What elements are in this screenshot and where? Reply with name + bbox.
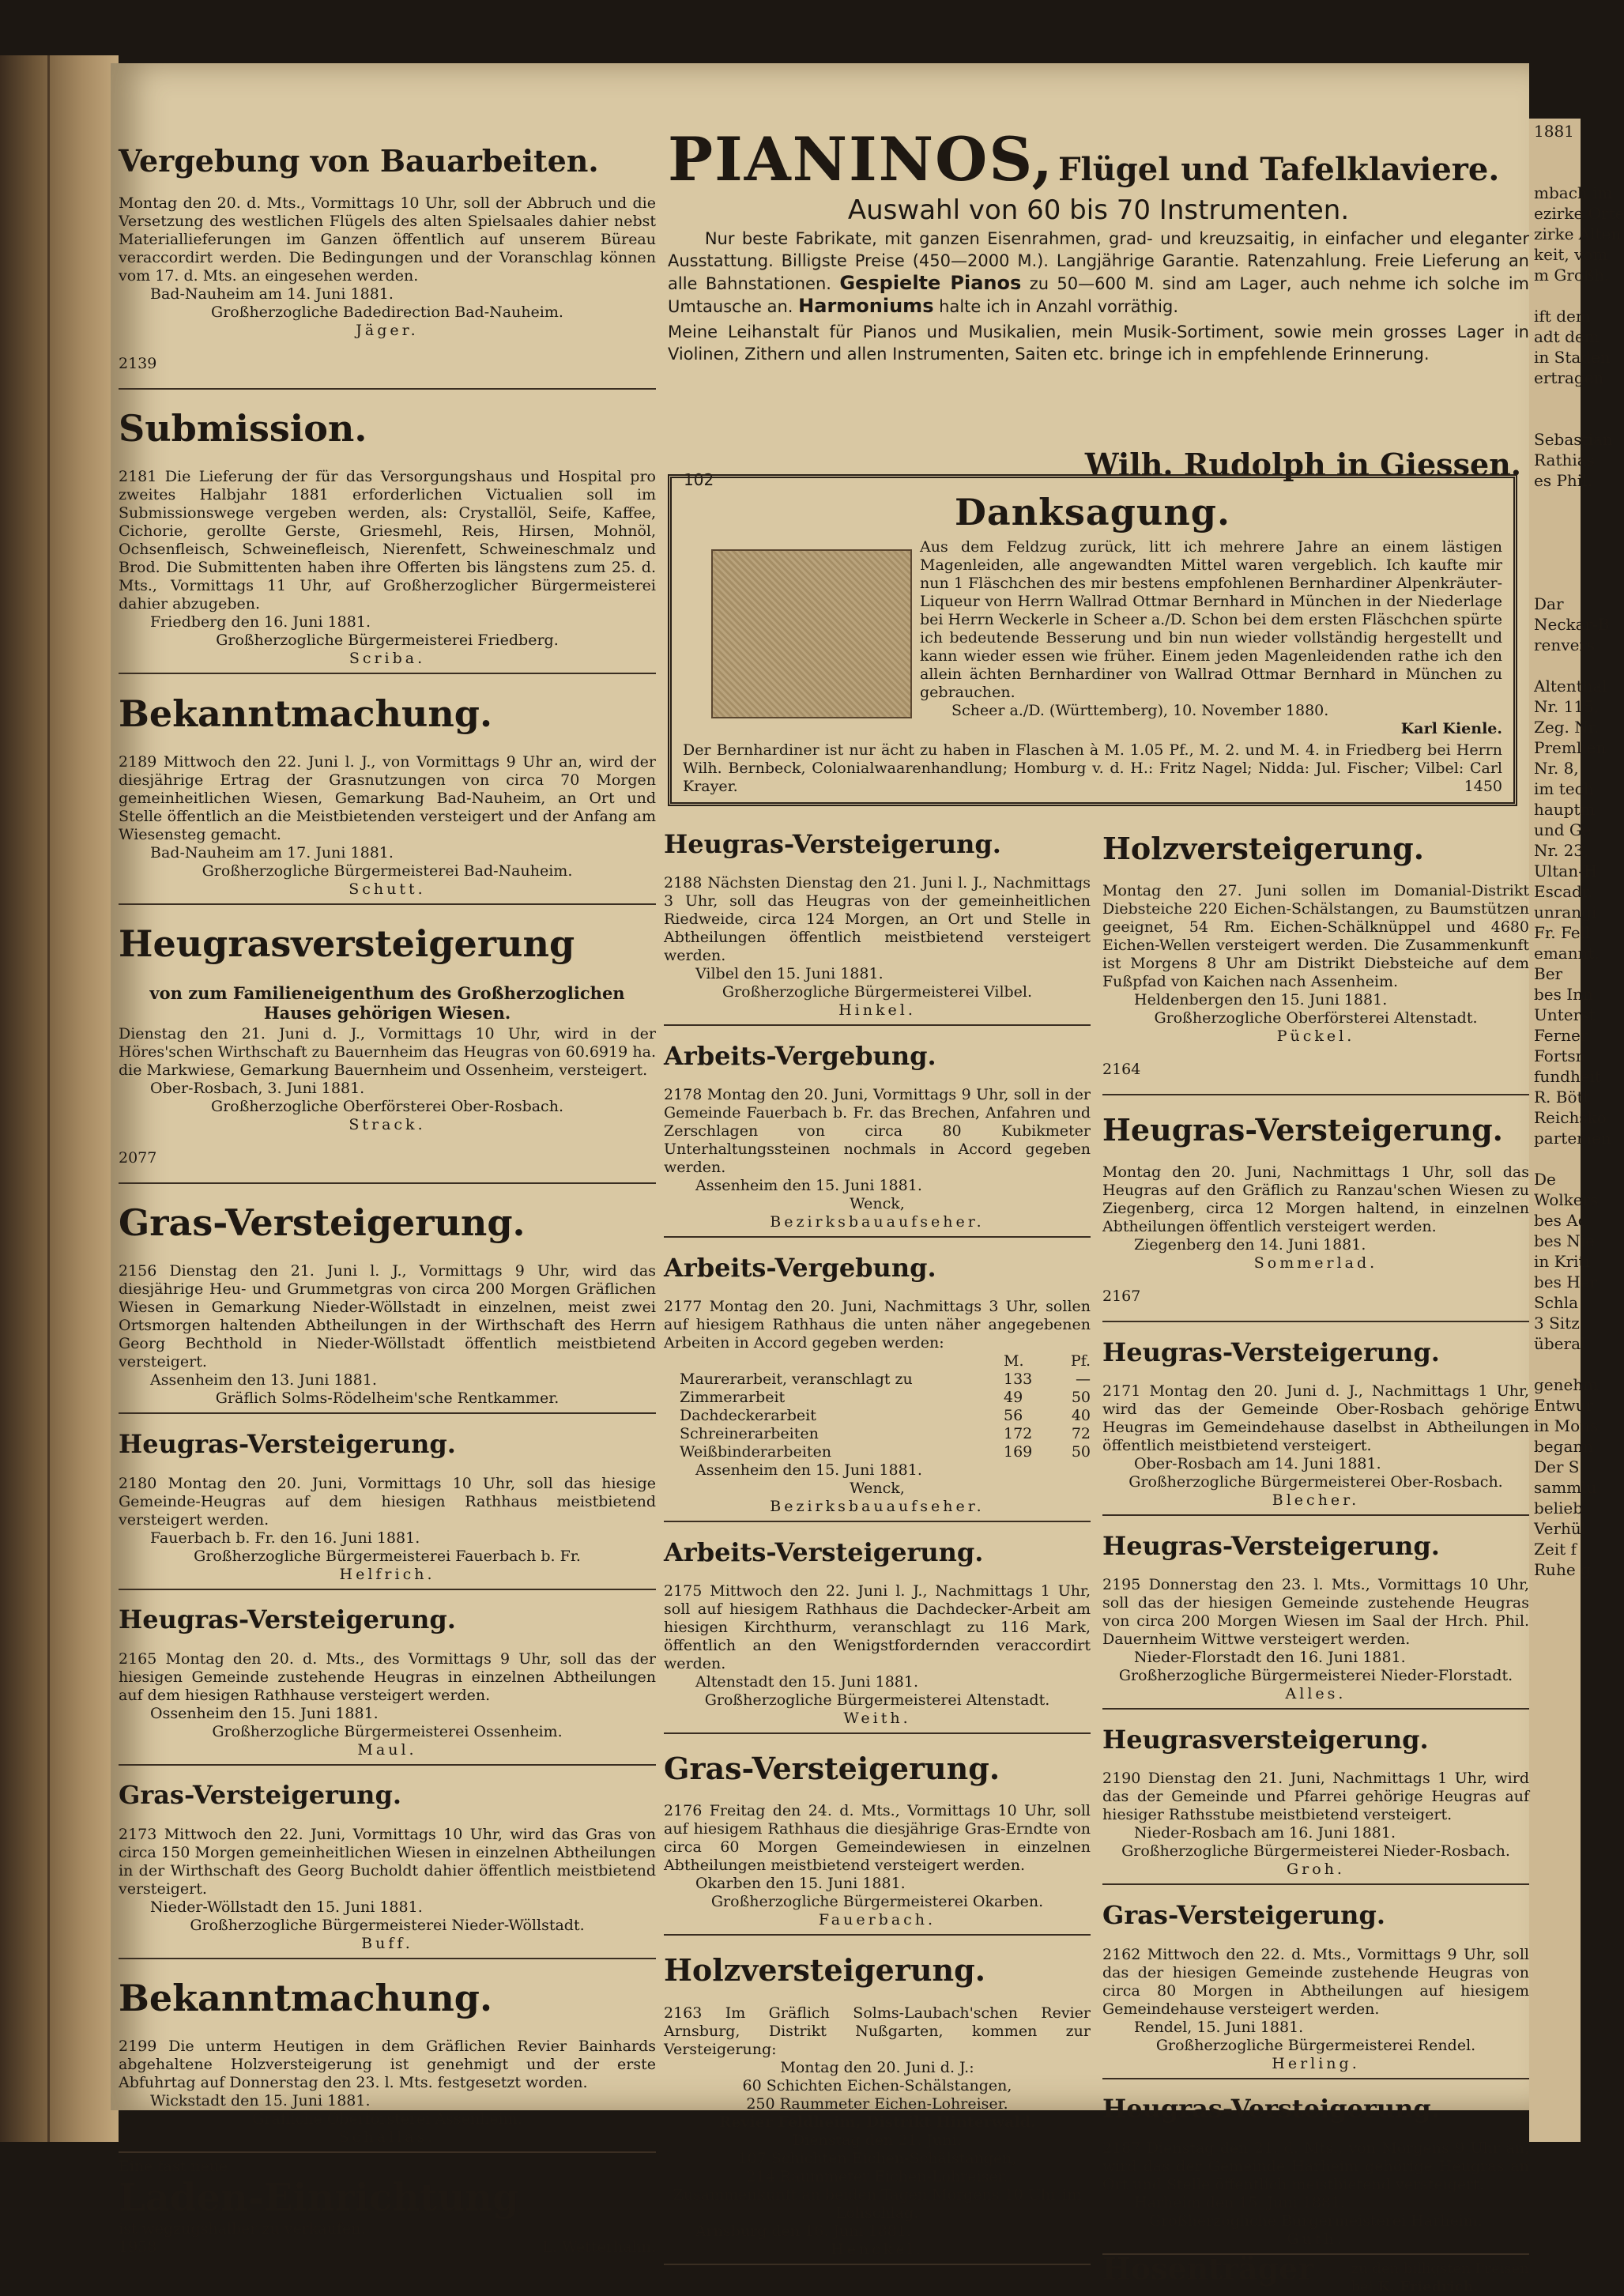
notice-title: Holzversteigerung. (1102, 830, 1424, 866)
notice-body: 2162 Mittwoch den 22. d. Mts., Vormittags 9 Uhr, soll das der hiesigen Gemeinde zustehende Heugras von circa 80 Morgen in Abtheilungen auf hiesigem Gemeindehause versteigert werden. (1102, 1945, 1529, 2018)
notice (664, 1536, 1091, 1735)
notice-separator (119, 1764, 656, 1766)
notice-title: Heugras-Versteigerung. (1102, 1111, 1503, 1148)
work-item-row (664, 1407, 1091, 1425)
notice-authority: Großherzogliche Bürgermeisterei Altenstadt. (704, 1691, 1050, 1710)
notice (1102, 1111, 1529, 1323)
notice-location-date: Ober-Rosbach am 14. Juni 1881. (1134, 1455, 1381, 1473)
notice (119, 1604, 656, 1766)
danksagung-bottom: Der Bernhardiner ist nur ächt zu haben in Flaschen à M. 1.05 Pf., M. 2. und M. 4. in Friedberg bei Herrn Wilh. Bernbeck, Colonialwaarenhandlung; Homburg v. d. H.: Fritz Nagel; Nidda: Jul. Fischer; Vilbel: Carl Krayer. 1450 (683, 741, 1502, 795)
pianos-subtitle: Flügel und Tafelklaviere. (1058, 151, 1500, 188)
notice (1102, 1899, 1529, 2079)
laden-advertisement (119, 2158, 656, 2256)
book-spine (0, 55, 119, 2142)
work-item-mark: 169 (1004, 1443, 1033, 1461)
notice-line: 60 Schichten Eichen-Schälstangen, (742, 2076, 1012, 2094)
hosentraeger-advertisement (1102, 2250, 1529, 2296)
notice-authority: Großherzogliche Badedirection Bad-Nauheim. (211, 303, 563, 322)
notice-body: Montag den 20. d. Mts., Vormittags 10 Uhr, soll der Abbruch und die Versetzung des westlichen Flügels des alten Spielsaales dahier nebst Materiallieferungen im Ganzen öffentlich auf unserem Büreau veraccordirt werden. Die Bedingungen und der Voranschlag können vom 17. d. Mts. an eingesehen werden. (119, 194, 656, 285)
pianos-paragraph-2: Meine Leihanstalt für Pianos und Musikalien, mein Musik-Sortiment, sowie mein grosses Lager in Violinen, Zithern und allen Instrumenten, Saiten etc. bringe ich in empfehlende Erinnerung. (668, 322, 1529, 364)
work-item-amount (1004, 1425, 1091, 1443)
notice-signature: Blecher. (1272, 1491, 1360, 1510)
notice-signature: Herling. (1272, 2054, 1360, 2072)
notice-signature: Maul. (357, 1740, 417, 1759)
work-item-label: Maurerarbeit, veranschlagt zu (680, 1370, 913, 1389)
notice-body: 2190 Dienstag den 21. Juni, Nachmittags 1 Uhr, wird das der Gemeinde und Pfarrei gehörige Heugras auf hiesiger Rathsstube meistbietend versteigert. (1102, 1770, 1529, 1824)
notice-separator (1102, 1514, 1529, 1516)
notice-title: Submission. (119, 407, 367, 451)
notice-number: 2077 (119, 1149, 157, 1167)
notice (664, 828, 1091, 1027)
work-item-row (664, 1425, 1091, 1443)
pianos-advertisement (668, 124, 1529, 489)
notice-body: 2173 Mittwoch den 22. Juni, Vormittags 10 Uhr, wird das Gras von circa 150 Morgen gemeinheitlichen Wiesen in einzelnen Abtheilungen in der Wirthschaft des Georg Bucholdt dahier öffentlich meistbietend versteigert. (119, 1825, 656, 1898)
notice-authority: Wenck, (850, 1480, 905, 1498)
pianos-selection-line: Auswahl von 60 bis 70 Instrumenten. (847, 194, 1350, 226)
notice-authority: Großherzogliche Bürgermeisterei Bad-Nauheim. (202, 861, 573, 880)
work-item-label: Zimmerarbeit (680, 1389, 786, 1407)
notice-location-date: Wickstadt den 15. Juni 1881. (150, 2092, 371, 2110)
work-items (664, 1352, 1091, 1461)
notice-signature: Fauerbach. (818, 1911, 936, 1929)
notice-body: 2181 Die Lieferung der für das Versorgungshaus und Hospital pro zweites Halbjahr 1881 erforderlichen Victualien soll im Submissionswege vergeben werden, als: Crystallöl, Seife, Kaffee, Cichorie, gerollte Gerste, Griesmehl, Reis, Hirsen, Mohnöl, Ochsenfleisch, Schweinefleisch, Nierenfett, Schweineschmalz und Brod. Die Submittenten haben ihre Offerten bis längstens zum 25. d. Mts., Vormittags 11 Uhr, auf Großherzoglicher Bürgermeisterei dahier abzugeben. (119, 468, 656, 613)
notice-authority: Großherzogliche Bürgermeisterei Nieder-Florstadt. (1118, 1667, 1513, 1685)
notice-title: Bekanntmachung. (119, 692, 492, 735)
work-item-row (664, 1443, 1091, 1461)
work-item-row (664, 1389, 1091, 1407)
facing-page-edge (1529, 119, 1624, 2142)
notice-separator (664, 1521, 1091, 1522)
notice-signature: Helfrich. (339, 1565, 435, 1583)
hosen-name: K. Friedrich. (1377, 2278, 1479, 2295)
work-items-header (664, 1352, 1091, 1370)
notice-separator (1102, 1883, 1529, 1885)
hosen-title: Hosenträger (1102, 2250, 1314, 2287)
notice-authority: Wenck, (850, 1195, 905, 1213)
notice-title: Arbeits-Vergebung. (664, 1040, 936, 1071)
danksagung-advertisement (668, 474, 1517, 806)
notice-body: 2195 Donnerstag den 23. l. Mts., Vormittags 10 Uhr, soll das der hiesigen Gemeinde zustehende Heugras von circa 200 Morgen Wiesen im Saal der Hrch. Phil. Dauernheim Wittwe versteigert werden. (1102, 1576, 1529, 1649)
notice-authority: Großherzogliche Bürgermeisterei Fauerbach b. Fr. (194, 1547, 581, 1565)
work-item-amount (1004, 1443, 1091, 1461)
notice-separator (119, 1182, 656, 1184)
notice-location-date: Heldenbergen den 15. Juni 1881. (1134, 991, 1388, 1009)
work-item-mark: 172 (1004, 1425, 1033, 1443)
notice-authority: Großherzogliche Bürgermeisterei Vilbel. (722, 983, 1033, 1001)
notice-signature: Schallas. (338, 2128, 436, 2147)
notice-authority: Großherzogliche Bürgermeisterei Ossenheim. (212, 1722, 563, 1740)
notice-authority: Großherzogliche Bürgermeisterei Friedberg. (216, 631, 559, 650)
left-column (119, 126, 656, 2256)
work-item-pfennig: — (1076, 1370, 1091, 1389)
notice-title: Gras-Versteigerung. (1102, 1899, 1385, 1930)
work-item-pfennig: 50 (1071, 1389, 1091, 1407)
notice-title: Gras-Versteigerung. (119, 1780, 401, 1811)
danksagung-title: Danksagung. (955, 491, 1230, 533)
pianos-ad-number: 102 (684, 470, 714, 489)
notice (1102, 830, 1529, 1096)
pianos-paragraph-1: Nur beste Fabrikate, mit ganzen Eisenrahmen, grad- und kreuzsaitig, in einfacher und eleganter Ausstattung. Billigste Preise (450—2000 M.). Langjährige Garantie. Ratenzahlung. Freie Lieferung an alle Bahnstationen. Gespielte Pianos zu 50—600 M. sind am Lager, auch nehme ich solche im Umtausche an. Harmoniums halte ich in Anzahl vorräthig. (668, 229, 1529, 317)
notice-title: Arbeits-Vergebung. (664, 1252, 936, 1283)
work-item-amount (1004, 1407, 1091, 1425)
middle-column (664, 814, 1091, 2270)
notice-signature: Schutt. (349, 880, 426, 898)
notice-body: 2187 Dienstag den 21. d. Mts., von Morgens 9 Uhr an, wird das der Gemeinde Harheim gehörige Heugras an Ort und Stelle öffentlich meistbietend versteigert. (1102, 2139, 1529, 2193)
notice (1102, 1337, 1529, 1517)
notice (119, 1976, 656, 2153)
notice-title: Gras-Versteigerung. (664, 1750, 1000, 1786)
danksagung-text: Aus dem Feldzug zurück, litt ich mehrere Jahre an einem lästigen Magenleiden, alle angewandten Mittel waren vergeblich. Ich kaufte mir nun 1 Fläschchen des mir bestens empfohlenen Bernhardiner Alpenkräuter-Liqueur von Herrn Wallrad Ottmar Bernhard in München in der Niederlage bei Herrn Weckerle in Scheer a./D. Schon bei dem ersten Fläschchen spürte ich bedeutende Besserung und bin nun wieder vollständig hergestellt und kann wieder essen wie früher. Einem jeden Magenleidenden rathe ich den allein ächten Bernhardiner von Wallrad Ottmar Bernhard in München zu gebrauchen. Scheer a./D. (Württemberg), 10. November 1880. Karl Kienle. (920, 538, 1502, 737)
notice-title: Heugras-Versteigerung. (1102, 2094, 1440, 2124)
notice-separator (664, 1732, 1091, 1734)
notice-location-date: Ober-Rosbach, 3. Juni 1881. (150, 1080, 365, 1098)
notice-signature: Groh. (1287, 1861, 1345, 1879)
notice-authority: Gräfliche Oberförsterei Assenheim. (252, 2110, 522, 2128)
notice-body: 2171 Montag den 20. Juni d. J., Nachmittags 1 Uhr, wird das der Gemeinde Ober-Rosbach gehörige Heugras im Gemeindehause daselbst in Abtheilungen öffentlich meistbietend versteigert. (1102, 1382, 1529, 1455)
currency-header (1004, 1352, 1091, 1370)
notice-authority: Großherzogliche Bürgermeisterei Ober-Rosbach. (1129, 1473, 1503, 1491)
notice (1102, 2094, 1529, 2255)
notice (119, 1428, 656, 1590)
notice-signature: Weith. (843, 1710, 911, 1728)
mark-header: M. (1004, 1352, 1024, 1370)
notice-separator (119, 1958, 656, 1959)
notice-body: 2163 Im Gräflich Solms-Laubach'schen Revier Arnsburg, Distrikt Nußgarten, kommen zur Versteigerung: (664, 2004, 1091, 2058)
notice-signature: Henckel. (831, 2240, 924, 2258)
notice-separator (119, 903, 656, 905)
work-item-pfennig: 40 (1071, 1407, 1091, 1425)
laden-line: ist wegzugshalber zu verkaufen. (119, 2220, 366, 2238)
notice (119, 142, 656, 390)
notice-line: Dienstag den 21. Juni: (792, 2131, 963, 2149)
notice-title: Heugras-Versteigerung. (664, 828, 1001, 859)
notice-signature: Buff. (361, 1934, 413, 1952)
notice-separator (119, 388, 656, 390)
monastery-illustration (711, 549, 912, 718)
notice-body: 2178 Montag den 20. Juni, Vormittags 9 Uhr, soll in der Gemeinde Fauerbach b. Fr. das Brechen, Anfahren und Zerschlagen von circa 80 Kubikmeter Unterhaltungssteinen nochmals in Accord gegeben werden. (664, 1086, 1091, 1177)
notice-separator (119, 2151, 656, 2153)
notice-authority: Gräflich Solms-Rödelheim'sche Rentkammer. (215, 1389, 560, 1408)
notice-location-date: Ossenheim den 15. Juni 1881. (150, 1704, 379, 1722)
hosen-line-a: zu den billigsten Preisen (1351, 2260, 1529, 2277)
notice-separator (119, 1589, 656, 1590)
notice-title: Gras-Versteigerung. (119, 1201, 526, 1245)
notice (119, 1201, 656, 1414)
spine-ridge (47, 55, 50, 2142)
notice-body: Montag den 20. Juni, Nachmittags 1 Uhr, soll das Heugras auf den Gräflich zu Ranzau'schen Wiesen zu Ziegenberg, circa 12 Morgen haltend, in einzelnen Abtheilungen öffentlich versteigert werden. (1102, 1163, 1529, 1236)
notice-separator (1102, 1708, 1529, 1710)
notice-title: Vergebung von Bauarbeiten. (119, 142, 599, 179)
notice-location-date: Assenheim den 13. Juni 1881. (150, 1371, 377, 1389)
notice-separator (664, 1934, 1091, 1936)
notice-body: 2175 Mittwoch den 22. Juni l. J., Nachmittags 1 Uhr, soll auf hiesigem Rathhaus die Dachdecker-Arbeit am hiesigen Kirchthurm, veranschlagt zu 116 Mark, öffentlich an den Wenigstfordernden veraccordirt werden. (664, 1582, 1091, 1673)
notice-separator (1102, 2078, 1529, 2079)
notice (119, 692, 656, 905)
notice-body: 2176 Freitag den 24. d. Mts., Vormittags 10 Uhr, soll auf hiesigem Rathhaus die diesjährige Gras-Erndte von circa 60 Morgen Gemeindewiesen in einzelnen Abtheilungen meistbietend versteigert werden. (664, 1802, 1091, 1875)
notice (119, 1780, 656, 1959)
notice-signature: Scriba. (349, 650, 426, 668)
notice-location-date: Bad-Nauheim am 14. Juni 1881. (150, 285, 394, 303)
notice-signature: Pückel. (1276, 1027, 1355, 1046)
notice-line: 250 Raummeter Eichen-Lohreiser. (746, 2094, 1008, 2113)
notice-title: Heugras-Versteigerung. (119, 1428, 456, 1459)
notice-authority: Großherzogliche Bürgermeisterei Rendel. (1155, 2036, 1476, 2054)
notice-authority: Großherzogliche Bürgermeisterei Harheim. (1149, 2211, 1483, 2230)
notice-line: Revier Feldheim, Distrikt Hinterwald. (718, 2113, 1036, 2131)
notice-location-date: Bad-Nauheim am 17. Juni 1881. (150, 843, 394, 861)
notice-separator (119, 673, 656, 674)
notice-title: Arbeits-Versteigerung. (664, 1536, 984, 1567)
facing-page-text: 1881 mbach im ezirke Orte zirke Alten keit, vom m Großh. ift dem adt dem in Staden ertragen Sebastian Rathias es Phil. Dar Neckar-B renvers Altenthal Nr. 115, Zeg. Nr. Premlien Nr. 8, im tech hauptm und Ge Nr. 23, Ultan-H Escadr. unrangi Fr. Fell emannt. Ber bes Inn Unterst Ferner Fortsn fundheit R. Bött Reichsko partemen De Wolkers bes Ac bes Nie in Kriti bes Her Schla 3 Sitz überal genehm Entwur in Mons begann Der S sammlu belieb Verhül Zeit f Ruhe g (1534, 122, 1624, 1579)
notice-separator (119, 1412, 656, 1414)
notice-location-date: Nieder-Rosbach am 16. Juni 1881. (1134, 1824, 1396, 1842)
notice (1102, 1530, 1529, 1710)
notice (664, 1951, 1091, 2265)
notice-body: 2188 Nächsten Dienstag den 21. Juni l. J., Nachmittags 3 Uhr, soll das Heugras von der gemeinheitlichen Riedweide, circa 124 Morgen, an Ort und Stelle in Abtheilungen öffentlich meistbietend versteigert werden. (664, 874, 1091, 965)
notice-title: Heugras-Versteigerung. (1102, 1530, 1440, 1561)
notice-location-date: Rendel, 15. Juni 1881. (1134, 2018, 1304, 2036)
work-item-label: Schreinerarbeiten (680, 1425, 819, 1443)
right-column (1102, 814, 1529, 2296)
work-item-mark: 56 (1004, 1407, 1023, 1425)
work-item-amount (1004, 1370, 1091, 1389)
notice-location-date: Altenstadt den 15. Juni 1881. (695, 1673, 919, 1691)
notice-body: 2177 Montag den 20. Juni, Nachmittags 3 Uhr, sollen auf hiesigem Rathhaus die unten näher angegebenen Arbeiten in Accord gegeben werden: (664, 1298, 1091, 1352)
work-item-pfennig: 72 (1071, 1425, 1091, 1443)
notice-signature: Jäger. (356, 322, 419, 340)
notice-signature: Hinkel. (838, 1001, 916, 1020)
notice-authority: Großherzogliche Oberförsterei Altenstadt. (1154, 1009, 1478, 1027)
notice-body: Montag den 27. Juni sollen im Domanial-Distrikt Diebsteiche 220 Eichen-Schälstangen, zu Baumstützen geeignet, 54 Rm. Eichen-Schälknüppel und 4680 Eichen-Wellen versteigert werden. Die Zusammenkunft ist Morgens 8 Uhr am Distrikt Diebsteiche auf dem Fußpfad von Kaichen nach Assenheim. (1102, 882, 1529, 991)
notice-body: 2180 Montag den 20. Juni, Vormittags 10 Uhr, soll das hiesige Gemeinde-Heugras auf dem hiesigen Rathhaus meistbietend versteigert werden. (119, 1474, 656, 1529)
notice-signature: Alles. (1285, 1685, 1347, 1703)
notice-title: Heugras-Versteigerung. (1102, 1337, 1440, 1367)
notice-number: 2139 (119, 355, 157, 373)
notice-location-date: Fauerbach b. Fr. den 16. Juni 1881. (150, 1529, 420, 1547)
notice-title: Heugrasversteigerung (119, 922, 575, 965)
work-item-pfennig: 50 (1071, 1443, 1091, 1461)
work-item-label: Dachdeckerarbeit (680, 1407, 816, 1425)
notice-location-date: Nieder-Florstadt den 16. Juni 1881. (1134, 1649, 1406, 1667)
notice-body: 2156 Dienstag den 21. Juni l. J., Vormittags 9 Uhr, wird das diesjährige Heu- und Grummetgras von circa 200 Morgen Gräflichen Wiesen in Gemarkung Nieder-Wöllstadt in einzelnen, meist zwei Ortsmorgen haltenden Abtheilungen in der Wirthschaft des Herrn Georg Bechthold in Nieder-Wöllstadt öffentlich meistbietend versteigert. (119, 1262, 656, 1371)
pianos-firm: Wilh. Rudolph in Giessen. (1084, 447, 1521, 482)
work-item-amount (1004, 1389, 1091, 1407)
notice-title: Heugras-Versteigerung. (119, 1604, 456, 1635)
notice-body: 2165 Montag den 20. d. Mts., des Vormittags 9 Uhr, soll das der hiesigen Gemeinde zustehende Heugras in einzelnen Abtheilungen auf dem hiesigen Rathhause versteigert werden. (119, 1649, 656, 1704)
notice (119, 407, 656, 674)
notice-location-date: Okarben den 15. Juni 1881. (695, 1875, 906, 1893)
notice-body: 2189 Mittwoch den 22. Juni l. J., von Vormittags 9 Uhr an, wird der diesjährige Ertrag der Grasnutzungen von circa 70 Morgen gemeinheitlichen Wiesen, Gemarkung Bad-Nauheim, an Ort und Stelle öffentlich an die Meistbietenden versteigert und der Anfang am Wiesensteg gemacht. (119, 752, 656, 843)
notice (1102, 1724, 1529, 1886)
notice-subtitle: von zum Familieneigenthum des Großherzoglichen Hauses gehörigen Wiesen. (149, 983, 625, 1024)
laden-name: L. Wetterhahn. (542, 2238, 656, 2256)
notice-authority: Großherzogliche Bürgermeisterei Nieder-Rosbach. (1121, 1842, 1510, 1861)
notice-location-date: Ziegenberg den 14. Juni 1881. (1134, 1236, 1366, 1254)
notice (664, 1040, 1091, 1238)
notice-body: 2199 Die unterm Heutigen in dem Gräflichen Revier Bainhards abgehaltene Holzversteigerung ist genehmigt und der erste Abfuhrtag auf Donnerstag den 23. l. Mts. festgesetzt worden. (119, 2038, 656, 2092)
laden-title: Laden-Einrichtung (119, 2176, 519, 2221)
notice-authority: Großherzogliche Bürgermeisterei Nieder-Wöllstadt. (190, 1916, 585, 1934)
notice-title: Holzversteigerung. (664, 1951, 985, 1988)
hosen-bei: bei (1351, 2278, 1373, 2295)
notice-line: 214 Raummeter Eichen-Lohreiser. (746, 2167, 1008, 2185)
notice-location-date: Friedberg den 16. Juni 1881. (150, 613, 371, 631)
notice-separator (1102, 1094, 1529, 1095)
notice-location-date: Arnsburg den 16. Juni 1881. (695, 2222, 912, 2240)
work-item-label: Weißbinderarbeiten (680, 1443, 831, 1461)
pfennig-header: Pf. (1070, 1352, 1091, 1370)
notice-signature: Guth. (1287, 2230, 1345, 2248)
notice-number: 2164 (1102, 1061, 1141, 1079)
notice-separator (1102, 1321, 1529, 1322)
work-item-mark: 133 (1004, 1370, 1033, 1389)
notice-location-date: Assenheim den 15. Juni 1881. (695, 1177, 922, 1195)
notice-line: 107 Schichten Eichen-Schälstangen, (737, 2149, 1017, 2167)
hosen-text (1351, 2260, 1529, 2296)
notice-separator (664, 2264, 1091, 2265)
notice-signature: Sommerlad. (1253, 1254, 1378, 1272)
notice-signature: Strack. (349, 1116, 426, 1134)
notice-title: Bekanntmachung. (119, 1976, 492, 2019)
notice-line: Zusammenkunft an beiden Tagen Morgens 10 Uhr im Lohschlag. (673, 2185, 1082, 2222)
notice-separator (664, 1236, 1091, 1238)
pianos-title: PIANINOS, (668, 124, 1054, 194)
notice-signature: Bezirksbauaufseher. (770, 1498, 985, 1516)
notice-body: Dienstag den 21. Juni d. J., Vormittags 10 Uhr, wird in der Höres'schen Wirthschaft zu Bauernheim das Heugras von 60.6919 ha. die Markwiese, Gemarkung Bauernheim und Ossenheim, versteigert. (119, 1025, 656, 1080)
laden-pre: Eine fast neue (119, 2158, 228, 2176)
notice-authority: Großherzogliche Bürgermeisterei Okarben. (710, 1893, 1044, 1911)
laden-number: 1958 (119, 2238, 157, 2256)
notice-location-date: Harheim den 15. Juni 1881. (1134, 2193, 1346, 2211)
notice-title: Heugrasversteigerung. (1102, 1724, 1429, 1755)
notice (664, 1252, 1091, 1523)
notice-location-date: Nieder-Wöllstadt den 15. Juni 1881. (150, 1898, 423, 1916)
notice (664, 1750, 1091, 1936)
notice-line: Montag den 20. Juni d. J.: (780, 2058, 974, 2076)
notice (119, 922, 656, 1184)
notice-authority: Großherzogliche Oberförsterei Ober-Rosbach. (211, 1098, 563, 1116)
work-item-mark: 49 (1004, 1389, 1023, 1407)
notice-separator (664, 1024, 1091, 1026)
hosen-line-b (1351, 2278, 1529, 2296)
notice-location-date: Assenheim den 15. Juni 1881. (695, 1461, 922, 1480)
notice-signature: Bezirksbauaufseher. (770, 1213, 985, 1231)
laden-footer (119, 2238, 656, 2256)
notice-number: 2167 (1102, 1287, 1141, 1306)
work-item-row (664, 1370, 1091, 1389)
notice-location-date: Vilbel den 15. Juni 1881. (695, 965, 884, 983)
